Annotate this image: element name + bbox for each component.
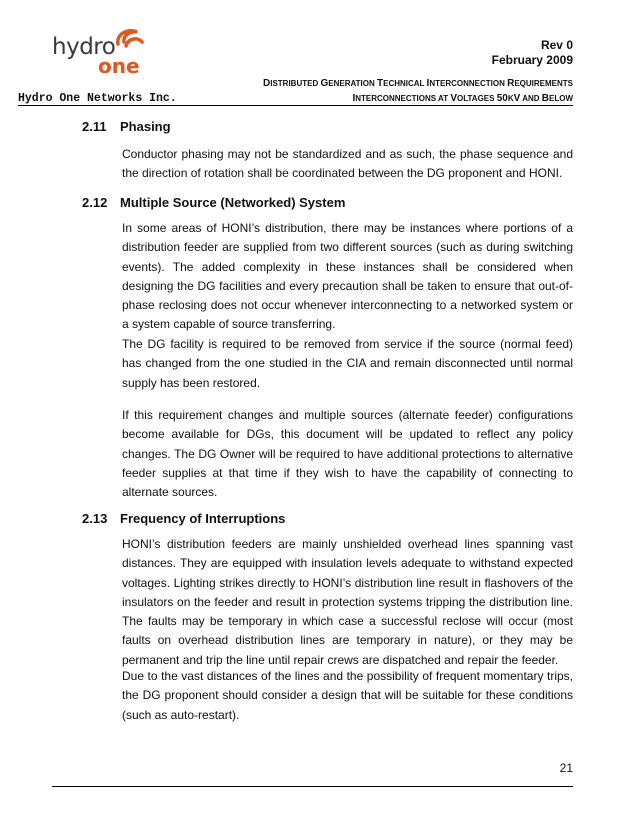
header-rule: [18, 105, 573, 106]
title-run: ENERATION: [328, 79, 377, 88]
revision-date: February 2009: [491, 53, 573, 67]
title-run: V: [513, 93, 521, 104]
section-number: 2.12: [82, 195, 108, 210]
title-run: I: [426, 78, 430, 89]
title-run: ELOW: [549, 94, 573, 103]
footer-rule: [52, 786, 573, 787]
company-name: Hydro One Networks Inc.: [18, 92, 177, 105]
paragraph: In some areas of HONI’s distribution, there may be instances where portions of a distribution feeder are supplied from two different sources (such as during switching events). The added complexity in these instances shall be considered when designing the DG facilities and every precaution shall be taken to ensure that out-of-phase reclosing does not occur whenever interconnecting to a networked system or a system capable of source transferring.: [122, 221, 573, 332]
document-subtitle: [352, 93, 573, 104]
title-run: T: [377, 78, 384, 89]
title-run: NTERCONNECTIONS AT: [355, 94, 451, 103]
title-run: AND: [520, 94, 542, 103]
page-number: 21: [559, 761, 573, 775]
title-run: K: [507, 94, 514, 103]
title-run: ISTRIBUTED: [270, 79, 321, 88]
header-subrow: [18, 92, 573, 106]
revision-block: [492, 38, 573, 68]
title-run: G: [320, 78, 329, 89]
title-run: NTERCONNECTION: [429, 79, 508, 88]
logo-word-hydro: hydro: [52, 34, 116, 60]
paragraph: The DG facility is required to be removed from service if the source (normal feed) has changed from the one studied in the CIA and remain disconnected until normal supply has been restored.: [122, 337, 573, 390]
section-number: 2.11: [82, 119, 107, 134]
section-heading: [82, 195, 345, 210]
section-title: Frequency of Interruptions: [120, 511, 286, 526]
paragraph: HONI’s distribution feeders are mainly unshielded overhead lines spanning vast distances. They are equipped with insulation levels adequate to withstand expected voltages. Lighting strikes directly to HONI’s distribution line result in flashovers of the insulators on the feeder and result in protection systems tripping the distribution line. The faults may be temporary in which case a successful reclose will occur (most faults on overhead distribution lines are temporary in nature), or they may be permanent and trip the line until repair crews are dispatched and repair the feeder.: [122, 537, 573, 667]
title-run: B: [541, 93, 549, 104]
title-run: EQUIREMENTS: [514, 79, 573, 88]
section-number: 2.13: [82, 511, 108, 526]
logo-word-one: one: [98, 54, 140, 78]
revision-number: Rev 0: [540, 38, 573, 52]
section-title: Multiple Source (Networked) System: [120, 195, 346, 210]
title-run: 50: [496, 93, 508, 104]
hydro-one-logo: [52, 28, 162, 76]
document-title: [263, 78, 573, 89]
section-title: Phasing: [120, 119, 171, 134]
paragraph: If this requirement changes and multiple sources (alternate feeder) configurations become available for DGs, this document will be updated to reflect any policy changes. The DG Owner will be required to have additional protections to alternative feeder supplies at that time if they wish to have the capability of connecting to alternate sources.: [122, 408, 573, 500]
title-run: R: [507, 78, 515, 89]
title-run: OLTAGES: [457, 94, 497, 103]
title-run: V: [450, 93, 457, 104]
title-run: D: [263, 78, 271, 89]
section-heading: [82, 119, 171, 134]
paragraph: Due to the vast distances of the lines and the possibility of frequent momentary trips, the DG proponent should consider a design that will be suitable for these conditions (such as auto-restart).: [122, 669, 573, 722]
title-run: ECHNICAL: [383, 79, 427, 88]
paragraph: Conductor phasing may not be standardized and as such, the phase sequence and the direction of rotation shall be coordinated between the DG proponent and HONI.: [122, 147, 573, 181]
section-heading: [82, 511, 285, 526]
title-run: I: [352, 93, 356, 104]
